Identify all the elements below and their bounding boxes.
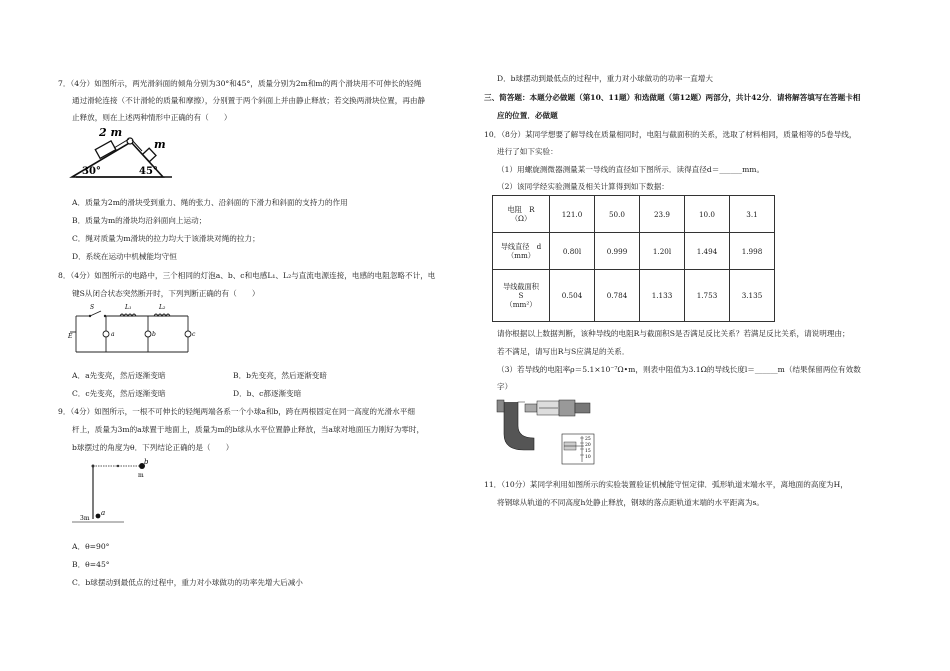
q10-paragraph-2: 若不满足，请写出R与S应满足的关系． <box>497 347 630 356</box>
table-cell: 1.494 <box>685 233 730 270</box>
q8-fig-S: S <box>90 304 95 311</box>
table-header-diameter: 导线直径 d <box>500 242 542 251</box>
q8-fig-E: E <box>68 333 73 340</box>
q7-fig-m: m <box>154 138 166 151</box>
q9-option-b: B．θ=45° <box>72 560 110 569</box>
q9-fig-m: m <box>138 472 144 479</box>
micrometer-tick-25: 25 <box>585 437 591 442</box>
table-header-diameter-unit: （mm） <box>506 251 535 260</box>
q7-option-d: D．系统在运动中机械能均守恒 <box>72 252 177 261</box>
q7-option-a: A．质量为2m的滑块受到重力、绳的张力、沿斜面的下滑力和斜面的支持力的作用 <box>72 198 348 207</box>
section-3-heading-line-1: 三、简答题：本题分必做题（第10、11题）和选做题（第12题）两部分，共计42分．请将解答填写在答题卡相 <box>484 93 861 102</box>
q11-line-2: 将钢球从轨道的不同高度h处静止释放，钢球的落点距轨道末端的水平距离为s。 <box>497 498 764 507</box>
table-cell: 1.20l <box>640 233 685 270</box>
micrometer-tick-20: 20 <box>585 443 591 448</box>
q10-step-3-end: 字） <box>497 382 513 391</box>
q8-line-2: 键S从闭合状态突然断开时，下列判断正确的有（ ） <box>72 289 260 298</box>
q7-fig-30: 30° <box>82 166 101 177</box>
q8-circuit-figure <box>68 302 196 357</box>
micrometer-tick-10: 10 <box>585 455 591 460</box>
q7-option-b: B．质量为m的滑块均沿斜面向上运动； <box>72 216 207 225</box>
table-row <box>493 270 775 322</box>
q8-fig-a: a <box>111 331 115 338</box>
q8-option-c: C．c先变亮，然后逐渐变暗 <box>72 389 166 398</box>
q9-line-3: b球摆过的角度为θ．下列结论正确的是（ ） <box>72 443 234 452</box>
q9-fig-3m: 3m <box>80 515 90 522</box>
q8-option-d: D．b、c都逐渐变暗 <box>233 389 302 398</box>
q8-fig-L1: L₁ <box>125 304 132 311</box>
q7-incline-figure <box>68 124 178 182</box>
q9-line-2: 杆上，质量为3m的a球置于地面上，质量为m的b球从水平位置静止释放，当a球对地面压力刚好为零时， <box>72 425 425 434</box>
q7-fig-45: 45° <box>139 166 158 177</box>
table-cell: 3.135 <box>730 270 775 322</box>
table-cell: 50.0 <box>595 196 640 233</box>
q10-line-1: 10．（8分）某同学想要了解导线在质量相同时，电阻与截面积的关系，选取了材料相同，质量相等的5卷导线， <box>484 130 857 139</box>
q9-option-c: C．b球摆动到最低点的过程中，重力对小球做功的功率先增大后减小 <box>72 578 303 587</box>
table-header-resistance: 电阻 R <box>507 205 535 214</box>
table-cell: 0.80l <box>550 233 595 270</box>
q9-fig-a: a <box>101 509 106 517</box>
q7-fig-2m: 2 m <box>99 126 123 139</box>
table-cell: 1.133 <box>640 270 685 322</box>
table-row <box>493 233 775 270</box>
table-row <box>493 196 775 233</box>
section-3-heading-line-2: 应的位置．必做题 <box>497 111 558 120</box>
table-cell: 10.0 <box>685 196 730 233</box>
q10-step-3: （3）若导线的电阻率ρ＝5.1×10⁻⁷Ω•m，则表中阻值为3.1Ω的导线长度l＝______m（结果保留两位有效数 <box>497 365 861 374</box>
q9-line-1: 9．（4分）如图所示，一根不可伸长的轻绳两端各系一个小球a和b，跨在两根固定在同一高度的光滑水平细 <box>58 407 415 416</box>
table-cell: 1.753 <box>685 270 730 322</box>
q8-fig-b: b <box>152 331 156 338</box>
q7-option-c: C．绳对质量为m滑块的拉力均大于该滑块对绳的拉力； <box>72 234 260 243</box>
q8-fig-c: c <box>192 331 196 338</box>
q8-line-1: 8．（4分）如图所示的电路中，三个相同的灯泡a、b、c和电感L₁、L₂与直流电源连接，电感的电阻忽略不计，电 <box>58 271 436 280</box>
table-header-area-symbol: S <box>518 291 524 300</box>
table-cell: 0.784 <box>595 270 640 322</box>
q9-option-a: A．θ=90° <box>72 542 110 551</box>
q10-step-1: （1）用螺旋测微器测量某一导线的直径如下图所示．读得直径d＝______mm。 <box>497 165 765 174</box>
table-header-area-unit: （mm²） <box>505 300 537 309</box>
q7-line-2: 通过滑轮连接（不计滑轮的质量和摩擦），分别置于两个斜面上并由静止释放；若交换两滑块位置，再由静 <box>72 96 426 105</box>
q8-option-b: B．b先变亮，然后逐渐变暗 <box>233 371 327 380</box>
q9-option-d: D．b球摆动到最低点的过程中，重力对小球做功的功率一直增大 <box>497 74 713 83</box>
table-cell: 0.999 <box>595 233 640 270</box>
table-cell: 0.504 <box>550 270 595 322</box>
q7-line-1: 7．（4分）如图所示，两光滑斜面的倾角分别为30°和45°，质量分别为2m和m的两个滑块用不可伸长的轻绳 <box>58 79 422 88</box>
micrometer-figure <box>494 396 604 466</box>
q10-line-2: 进行了如下实验： <box>497 147 558 156</box>
table-cell: 3.1 <box>730 196 775 233</box>
q10-data-table <box>492 195 775 322</box>
q8-option-a: A．a先变亮，然后逐渐变暗 <box>72 371 166 380</box>
q7-line-3: 止释放，则在上述两种情形中正确的有（ ） <box>72 113 232 122</box>
table-cell: 121.0 <box>550 196 595 233</box>
q10-paragraph-1: 请你根据以上数据判断，该种导线的电阻R与截面积S是否满足反比关系？若满足反比关系，请说明理由； <box>497 329 850 338</box>
q9-pendulum-figure <box>72 456 162 526</box>
table-cell: 23.9 <box>640 196 685 233</box>
q9-fig-b: b <box>144 458 149 466</box>
q10-step-2: （2）该同学经实验测量及相关计算得到如下数据： <box>497 182 669 191</box>
table-header-resistance-unit: （Ω） <box>510 214 532 223</box>
table-cell: 1.998 <box>730 233 775 270</box>
table-header-area: 导线截面积 <box>503 282 539 291</box>
q11-line-1: 11．（10分）某同学利用如图所示的实验装置验证机械能守恒定律．弧形轨道末端水平，离地面的高度为H， <box>484 480 848 489</box>
micrometer-tick-15: 15 <box>585 449 591 454</box>
q8-fig-L2: L₂ <box>159 304 166 311</box>
